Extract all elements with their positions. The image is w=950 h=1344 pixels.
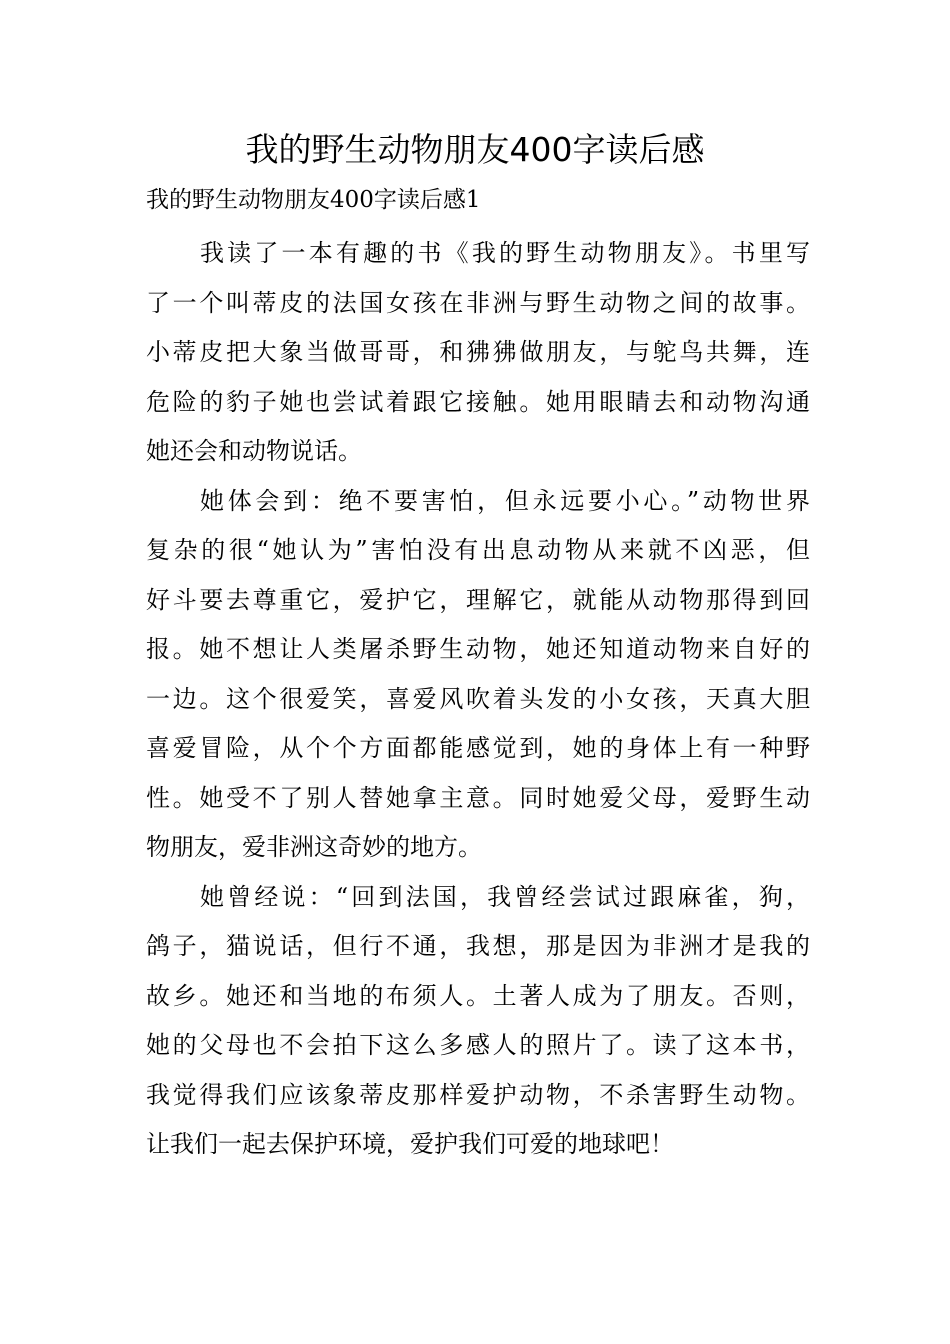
paragraph-1: [146, 229, 810, 477]
paragraph-2: [146, 477, 810, 873]
text-line: 物朋友，爱非洲这奇妙的地方。: [146, 833, 482, 861]
text-line: 小蒂皮把大象当做哥哥，和狒狒做朋友，与鸵鸟共舞，连: [146, 338, 810, 366]
document-subtitle: 我的野生动物朋友400字读后感1: [146, 187, 481, 213]
text-line: 复杂的很“她认为”害怕没有出息动物从来就不凶恶，但: [146, 536, 810, 564]
text-line: 故乡。她还和当地的布须人。土著人成为了朋友。否则，: [146, 981, 810, 1010]
text-line: 危险的豹子她也尝试着跟它接触。她用眼睛去和动物沟通: [146, 387, 810, 416]
document-body: [146, 229, 810, 1170]
document-title: 我的野生动物朋友400字读后感: [245, 130, 705, 169]
text-line: 我读了一本有趣的书《我的野生动物朋友》。书里写: [200, 239, 810, 267]
text-line: 报。她不想让人类屠杀野生动物，她还知道动物来自好的: [146, 635, 810, 663]
text-line: 她还会和动物说话。: [146, 437, 362, 465]
text-line: 她的父母也不会拍下这么多感人的照片了。读了这本书，: [146, 1031, 810, 1059]
text-line: 她体会到：绝不要害怕，但永远要小心。”动物世界: [200, 486, 810, 515]
paragraph-3: [146, 873, 810, 1170]
text-line: 我觉得我们应该象蒂皮那样爱护动物，不杀害野生动物。: [146, 1080, 810, 1109]
text-line: 让我们一起去保护环境，爱护我们可爱的地球吧！: [146, 1130, 674, 1158]
text-line: 喜爱冒险，从个个方面都能感觉到，她的身体上有一种野: [146, 734, 810, 762]
text-line: 鸽子，猫说话，但行不通，我想，那是因为非洲才是我的: [146, 932, 810, 960]
text-line: 她曾经说：“回到法国，我曾经尝试过跟麻雀，狗，: [200, 882, 810, 911]
text-line: 一边。这个很爱笑，喜爱风吹着头发的小女孩，天真大胆: [146, 684, 810, 713]
text-line: 了一个叫蒂皮的法国女孩在非洲与野生动物之间的故事。: [146, 288, 810, 317]
text-line: 好斗要去尊重它，爱护它，理解它，就能从动物那得到回: [146, 585, 810, 614]
text-line: 性。她受不了别人替她拿主意。同时她爱父母，爱野生动: [146, 783, 810, 812]
